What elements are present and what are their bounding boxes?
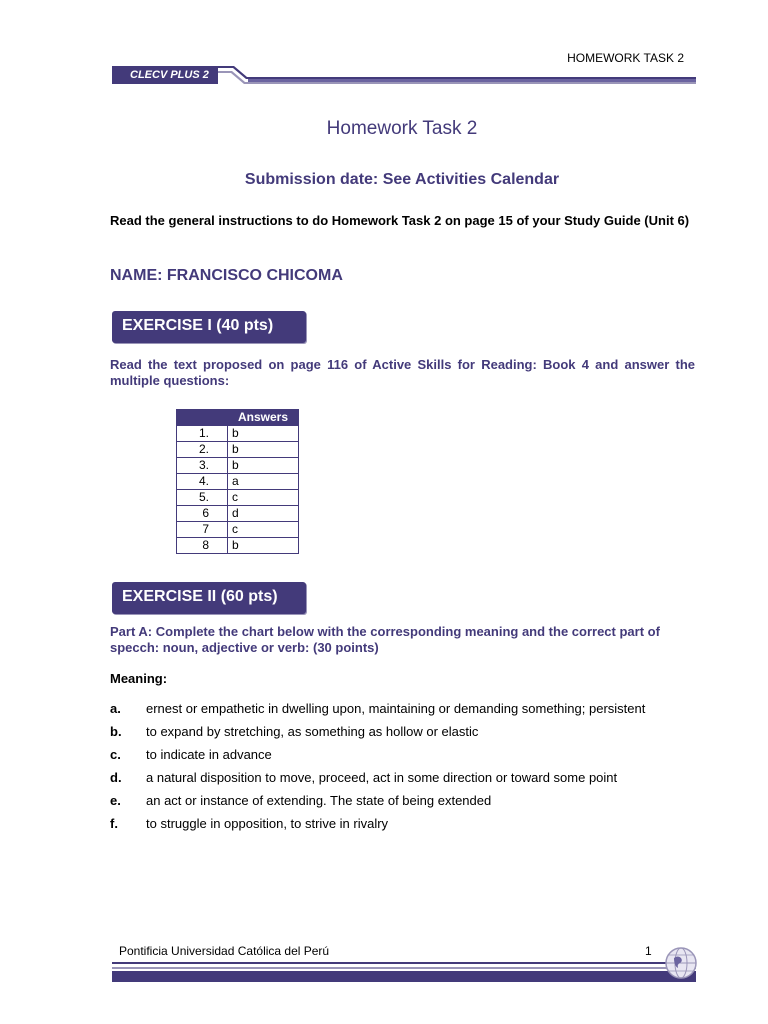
question-number: 8 [177,538,228,554]
meaning-label: Meaning: [110,671,168,686]
footer-bar [112,962,696,982]
question-number: 4. [177,474,228,490]
list-item [110,815,710,838]
page-number: 1 [645,944,652,958]
meaning-text: ernest or empathetic in dwelling upon, maintaining or demanding something; persistent [146,701,646,716]
answer-cell: d [228,506,299,522]
table-row [177,522,299,538]
table-row [177,506,299,522]
answers-table-header [177,410,299,426]
student-name: NAME: FRANCISCO CHICOMA [110,267,343,284]
answer-cell: a [228,474,299,490]
question-number: 7 [177,522,228,538]
answers-column-header: Answers [228,410,299,426]
question-number: 5. [177,490,228,506]
meaning-letter: b. [110,724,122,739]
question-number: 3. [177,458,228,474]
footer-institution: Pontificia Universidad Católica del Perú [119,944,330,958]
header-task-label: HOMEWORK TASK 2 [567,51,684,65]
meaning-text: to expand by stretching, as something as hollow or elastic [146,724,479,739]
answer-cell: b [228,458,299,474]
list-item [110,769,710,792]
submission-date: Submission date: See Activities Calendar [244,171,560,188]
meaning-letter: f. [110,816,118,831]
question-number: 1. [177,426,228,442]
header-banner [112,66,696,86]
meaning-letter: d. [110,770,122,785]
table-row [177,458,299,474]
meaning-list [110,700,710,838]
answer-cell: b [228,426,299,442]
course-tab: CLECV PLUS 2 [112,66,218,84]
meaning-letter: e. [110,793,121,808]
exercise-1-heading: EXERCISE I (40 pts) [112,311,306,343]
exercise-2-part-a: Part A: Complete the chart below with the corresponding meaning and the correct part of specch: noun, adjective or verb: (30 points) [110,624,660,655]
meaning-letter: a. [110,701,121,716]
list-item [110,723,710,746]
answers-table-blank-header [177,410,228,426]
exercise-1-prompt: Read the text proposed on page 116 of Active Skills for Reading: Book 4 and answer the multiple questions: [110,357,695,388]
page-title: Homework Task 2 [326,118,478,139]
list-item [110,746,710,769]
globe-icon [664,946,698,980]
question-number: 6 [177,506,228,522]
table-row [177,474,299,490]
table-row [177,490,299,506]
answer-cell: b [228,442,299,458]
exercise-2-heading: EXERCISE II (60 pts) [112,582,306,614]
meaning-text: a natural disposition to move, proceed, act in some direction or toward some point [146,770,618,785]
answer-cell: c [228,522,299,538]
meaning-letter: c. [110,747,121,762]
table-row [177,538,299,554]
list-item [110,700,710,723]
answers-table [176,409,299,554]
general-instructions: Read the general instructions to do Homework Task 2 on page 15 of your Study Guide (Unit 6) [110,213,690,228]
list-item [110,792,710,815]
meaning-text: to struggle in opposition, to strive in rivalry [146,816,389,831]
meaning-text: an act or instance of extending. The state of being extended [146,793,492,808]
table-row [177,426,299,442]
answer-cell: c [228,490,299,506]
question-number: 2. [177,442,228,458]
answer-cell: b [228,538,299,554]
meaning-text: to indicate in advance [146,747,272,762]
table-row [177,442,299,458]
